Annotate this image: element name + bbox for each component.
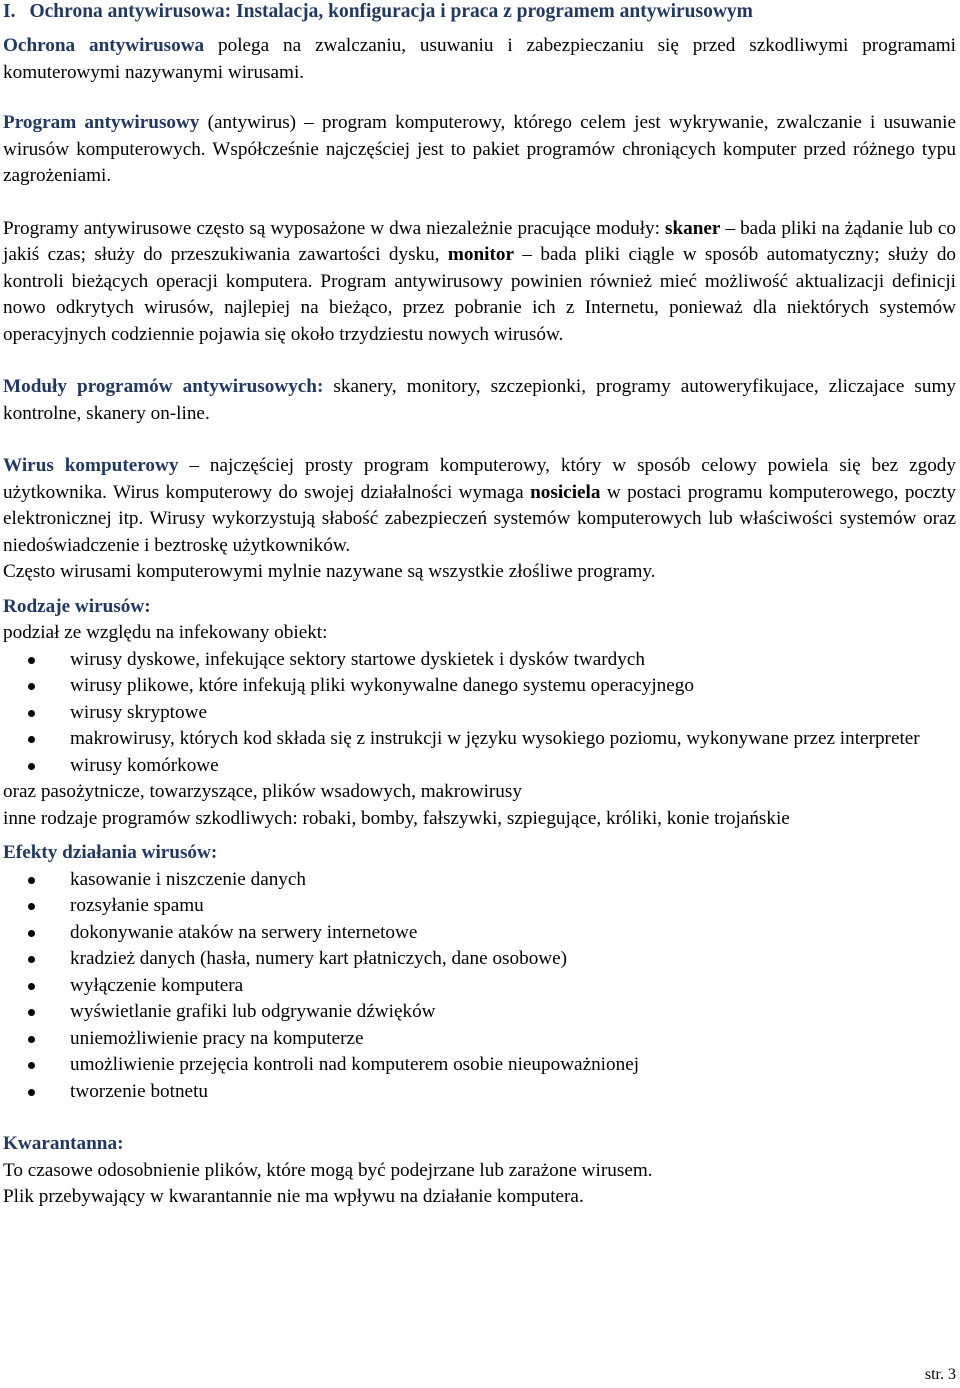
section-number: I. [3, 1, 16, 22]
bullet-icon [28, 1009, 35, 1016]
list-item: wirusy skryptowe [3, 700, 956, 727]
modules-text-3: – bada pliki ciągle w sposób automatyczny; służy do kontroli bieżących operacji komputera. Program antywirusowy powinien również mieć możliwość aktualizacji definicji nowo odkrytych wirusów, najlepiej na bieżąco, przez pobranie ich z Internetu, ponieważ dla niektórych systemów operacyjnych codziennie pojawia się około trzydziestu nowych wirusów. [3, 244, 957, 345]
bullet-icon [28, 956, 35, 963]
bullet-icon [28, 877, 35, 884]
bullet-icon [28, 983, 35, 990]
list-item: makrowirusy, których kod składa się z instrukcji w języku wysokiego poziomu, wykonywane przez interpreter [3, 726, 956, 753]
types-subheading: podział ze względu na infekowany obiekt: [3, 622, 328, 643]
bullet-icon [28, 736, 35, 743]
modules-text-2: – bada pliki na żądanie lub co jakiś czas; służy do przeszukiwania zawartości dysku, [3, 217, 956, 265]
modules-paragraph [3, 216, 956, 349]
intro-term: Ochrona antywirusowa [3, 35, 205, 56]
document-page [3, 0, 956, 1211]
monitor-term: monitor [447, 244, 515, 265]
types-extra-1: oraz pasożytnicze, towarzyszące, plików wsadowych, makrowirusy [3, 781, 522, 802]
section-title: Ochrona antywirusowa: Instalacja, konfiguracja i praca z programem antywirusowym [29, 1, 753, 22]
program-text: (antywirus) – program komputerowy, którego celem jest wykrywanie, zwalczanie i usuwanie wirusów komputerowych. Współcześnie najczęściej jest to pakiet programów chroniących komputer przed różnego typu zagrożeniami. [3, 112, 957, 186]
list-item: umożliwienie przejęcia kontroli nad komputerem osobie nieupoważnionej [3, 1052, 956, 1079]
types-heading: Rodzaje wirusów: [3, 595, 151, 617]
bullet-icon [28, 763, 35, 770]
list-item: wirusy plikowe, które infekują pliki wykonywalne danego systemu operacyjnego [3, 673, 956, 700]
program-paragraph [3, 110, 956, 190]
list-item: kasowanie i niszczenie danych [3, 867, 956, 894]
bullet-icon [28, 1062, 35, 1069]
modules-list-term: Moduły programów antywirusowych: [3, 376, 324, 397]
effects-list [3, 867, 956, 1106]
intro-text: polega na zwalczaniu, usuwaniu i zabezpieczaniu się przed szkodliwymi programami komuterowymi nazywanymi wirusami. [3, 35, 956, 83]
list-item: wyłączenie komputera [3, 973, 956, 1000]
types-extra-2: inne rodzaje programów szkodliwych: robaki, bomby, fałszywki, szpiegujące, króliki, konie trojańskie [3, 807, 790, 829]
list-item: wirusy dyskowe, infekujące sektory startowe dyskietek i dysków twardych [3, 647, 956, 674]
bullet-icon [28, 930, 35, 937]
virus-term: Wirus komputerowy [3, 455, 179, 476]
list-item: wyświetlanie grafiki lub odgrywanie dźwięków [3, 999, 956, 1026]
list-item: kradzież danych (hasła, numery kart płatniczych, dane osobowe) [3, 946, 956, 973]
list-item: dokonywanie ataków na serwery internetowe [3, 920, 956, 947]
bullet-icon [28, 657, 35, 664]
bullet-icon [28, 903, 35, 910]
list-item: tworzenie botnetu [3, 1079, 956, 1106]
virus-text-1: – najczęściej prosty program komputerowy, który w sposób celowy powiela się bez zgody użytkownika. Wirus komputerowy do swojej działalności wymaga [3, 455, 956, 503]
modules-text-1: Programy antywirusowe często są wyposażone w dwa niezależnie pracujące moduły: [3, 217, 665, 239]
modules-list-text: skanery, monitory, szczepionki, programy autoweryfikujace, zliczajace sumy kontrolne, skanery on-line. [3, 376, 956, 424]
program-term: Program antywirusowy [3, 112, 200, 133]
effects-heading: Efekty działania wirusów: [3, 842, 218, 863]
list-item: rozsyłanie spamu [3, 893, 956, 920]
quarantine-heading: Kwarantanna: [3, 1133, 124, 1154]
bullet-icon [28, 1036, 35, 1043]
quarantine-line-2: Plik przebywający w kwarantannie nie ma wpływu na działanie komputera. [3, 1186, 584, 1207]
page-number: str. 3 [924, 1366, 956, 1383]
virus-text-2: w postaci programu komputerowego, poczty elektronicznej itp. Wirusy wykorzystują słabość zabezpieczeń systemów komputerowych lub właściwości systemów oraz niedoświadczenie i beztroskę użytkowników. [3, 481, 956, 556]
list-item: uniemożliwienie pracy na komputerze [3, 1026, 956, 1053]
modules-list-paragraph [3, 374, 956, 427]
bullet-icon [28, 710, 35, 717]
bullet-icon [28, 1089, 35, 1096]
virus-types-list [3, 647, 956, 780]
page-title [3, 0, 956, 24]
host-term: nosiciela [530, 481, 601, 503]
quarantine-line-1: To czasowe odosobnienie plików, które mogą być podejrzane lub zarażone wirusem. [3, 1159, 653, 1181]
virus-note: Często wirusami komputerowymi mylnie nazywane są wszystkie złośliwe programy. [3, 561, 656, 582]
bullet-icon [28, 683, 35, 690]
virus-paragraph [3, 453, 956, 559]
list-item: wirusy komórkowe [3, 753, 956, 780]
scanner-term: skaner [664, 217, 721, 239]
intro-paragraph [3, 33, 956, 86]
